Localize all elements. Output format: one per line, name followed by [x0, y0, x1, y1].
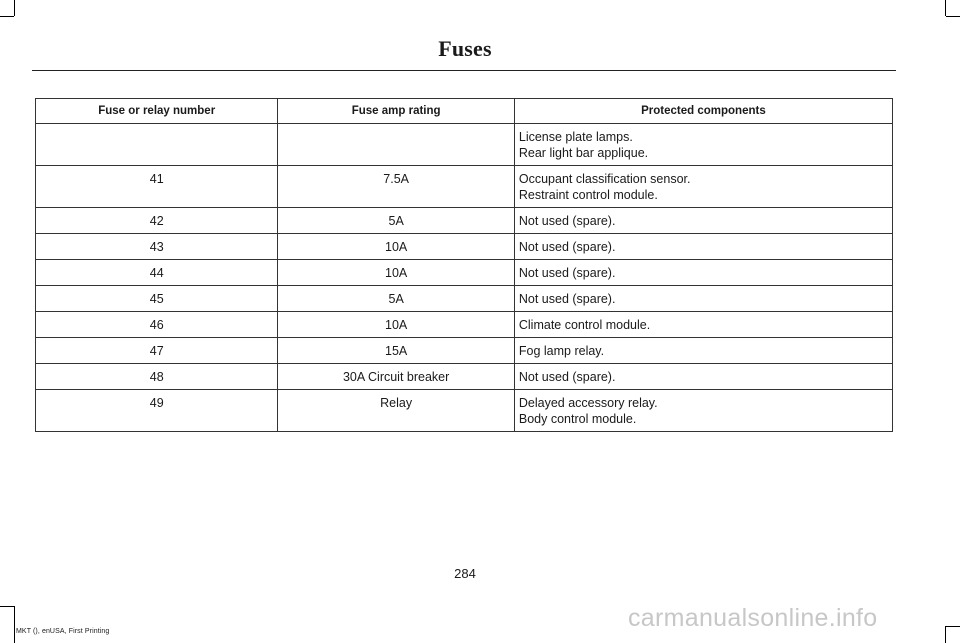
fuse-number-cell: 49 [36, 390, 278, 432]
protected-components-cell [514, 260, 892, 286]
fuse-number-cell: 47 [36, 338, 278, 364]
protected-components-cell [514, 364, 892, 390]
amp-rating-cell [278, 124, 514, 166]
crop-mark-top-left-vertical [14, 0, 15, 16]
protected-components-cell [514, 166, 892, 208]
component-line: Restraint control module. [518, 188, 658, 202]
amp-rating-cell: Relay [278, 390, 514, 432]
table-row [36, 166, 893, 208]
table-row [36, 338, 893, 364]
table-header-row [36, 99, 893, 124]
protected-components-cell [514, 208, 892, 234]
fuse-number-cell: 43 [36, 234, 278, 260]
protected-components-cell [514, 390, 892, 432]
component-line: Delayed accessory relay. [518, 396, 658, 410]
component-line: Not used (spare). [518, 370, 616, 384]
amp-rating-cell: 10A [278, 260, 514, 286]
protected-components-cell [514, 124, 892, 166]
fuse-number-cell: 48 [36, 364, 278, 390]
component-line: Climate control module. [518, 318, 651, 332]
component-line: Occupant classification sensor. [518, 172, 691, 186]
table-row [36, 390, 893, 432]
amp-rating-cell: 15A [278, 338, 514, 364]
protected-components-cell [514, 234, 892, 260]
page-title: Fuses [438, 36, 492, 61]
column-header-amp-rating: Fuse amp rating [278, 99, 514, 124]
fuse-number-cell: 42 [36, 208, 278, 234]
fuse-number-cell: 44 [36, 260, 278, 286]
crop-mark-bottom-right-vertical [945, 626, 946, 643]
crop-mark-top-right-vertical [945, 0, 946, 16]
protected-components-cell [514, 286, 892, 312]
title-divider [32, 70, 896, 71]
fuse-number-cell: 46 [36, 312, 278, 338]
crop-mark-bottom-left-vertical [14, 606, 15, 643]
table-row [36, 124, 893, 166]
print-info: MKT (), enUSA, First Printing [16, 628, 110, 635]
fuse-number-cell: 45 [36, 286, 278, 312]
fuse-number-cell: 41 [36, 166, 278, 208]
component-line: Not used (spare). [518, 292, 616, 306]
component-line: Not used (spare). [518, 214, 616, 228]
crop-mark-bottom-left-horizontal [0, 606, 14, 607]
amp-rating-cell: 7.5A [278, 166, 514, 208]
watermark-text[interactable]: carmanualsonline.info [628, 604, 878, 632]
table-row [36, 286, 893, 312]
protected-components-cell [514, 338, 892, 364]
page-number: 284 [454, 566, 476, 581]
table-row [36, 234, 893, 260]
column-header-protected-components: Protected components [514, 99, 892, 124]
column-header-fuse-number: Fuse or relay number [36, 99, 278, 124]
amp-rating-cell: 5A [278, 286, 514, 312]
amp-rating-cell: 10A [278, 312, 514, 338]
table-row [36, 364, 893, 390]
protected-components-cell [514, 312, 892, 338]
component-line: Not used (spare). [518, 266, 616, 280]
fuse-number-cell [36, 124, 278, 166]
component-line: License plate lamps. [518, 130, 633, 144]
crop-mark-top-left-horizontal [0, 16, 14, 17]
table-row [36, 208, 893, 234]
table-row [36, 260, 893, 286]
component-line: Rear light bar applique. [518, 146, 649, 160]
crop-mark-bottom-right-horizontal [946, 626, 960, 627]
amp-rating-cell: 30A Circuit breaker [278, 364, 514, 390]
crop-mark-top-right-horizontal [946, 16, 960, 17]
fuse-table [35, 98, 893, 432]
amp-rating-cell: 5A [278, 208, 514, 234]
component-line: Fog lamp relay. [518, 344, 605, 358]
amp-rating-cell: 10A [278, 234, 514, 260]
component-line: Not used (spare). [518, 240, 616, 254]
table-row [36, 312, 893, 338]
component-line: Body control module. [518, 412, 637, 426]
